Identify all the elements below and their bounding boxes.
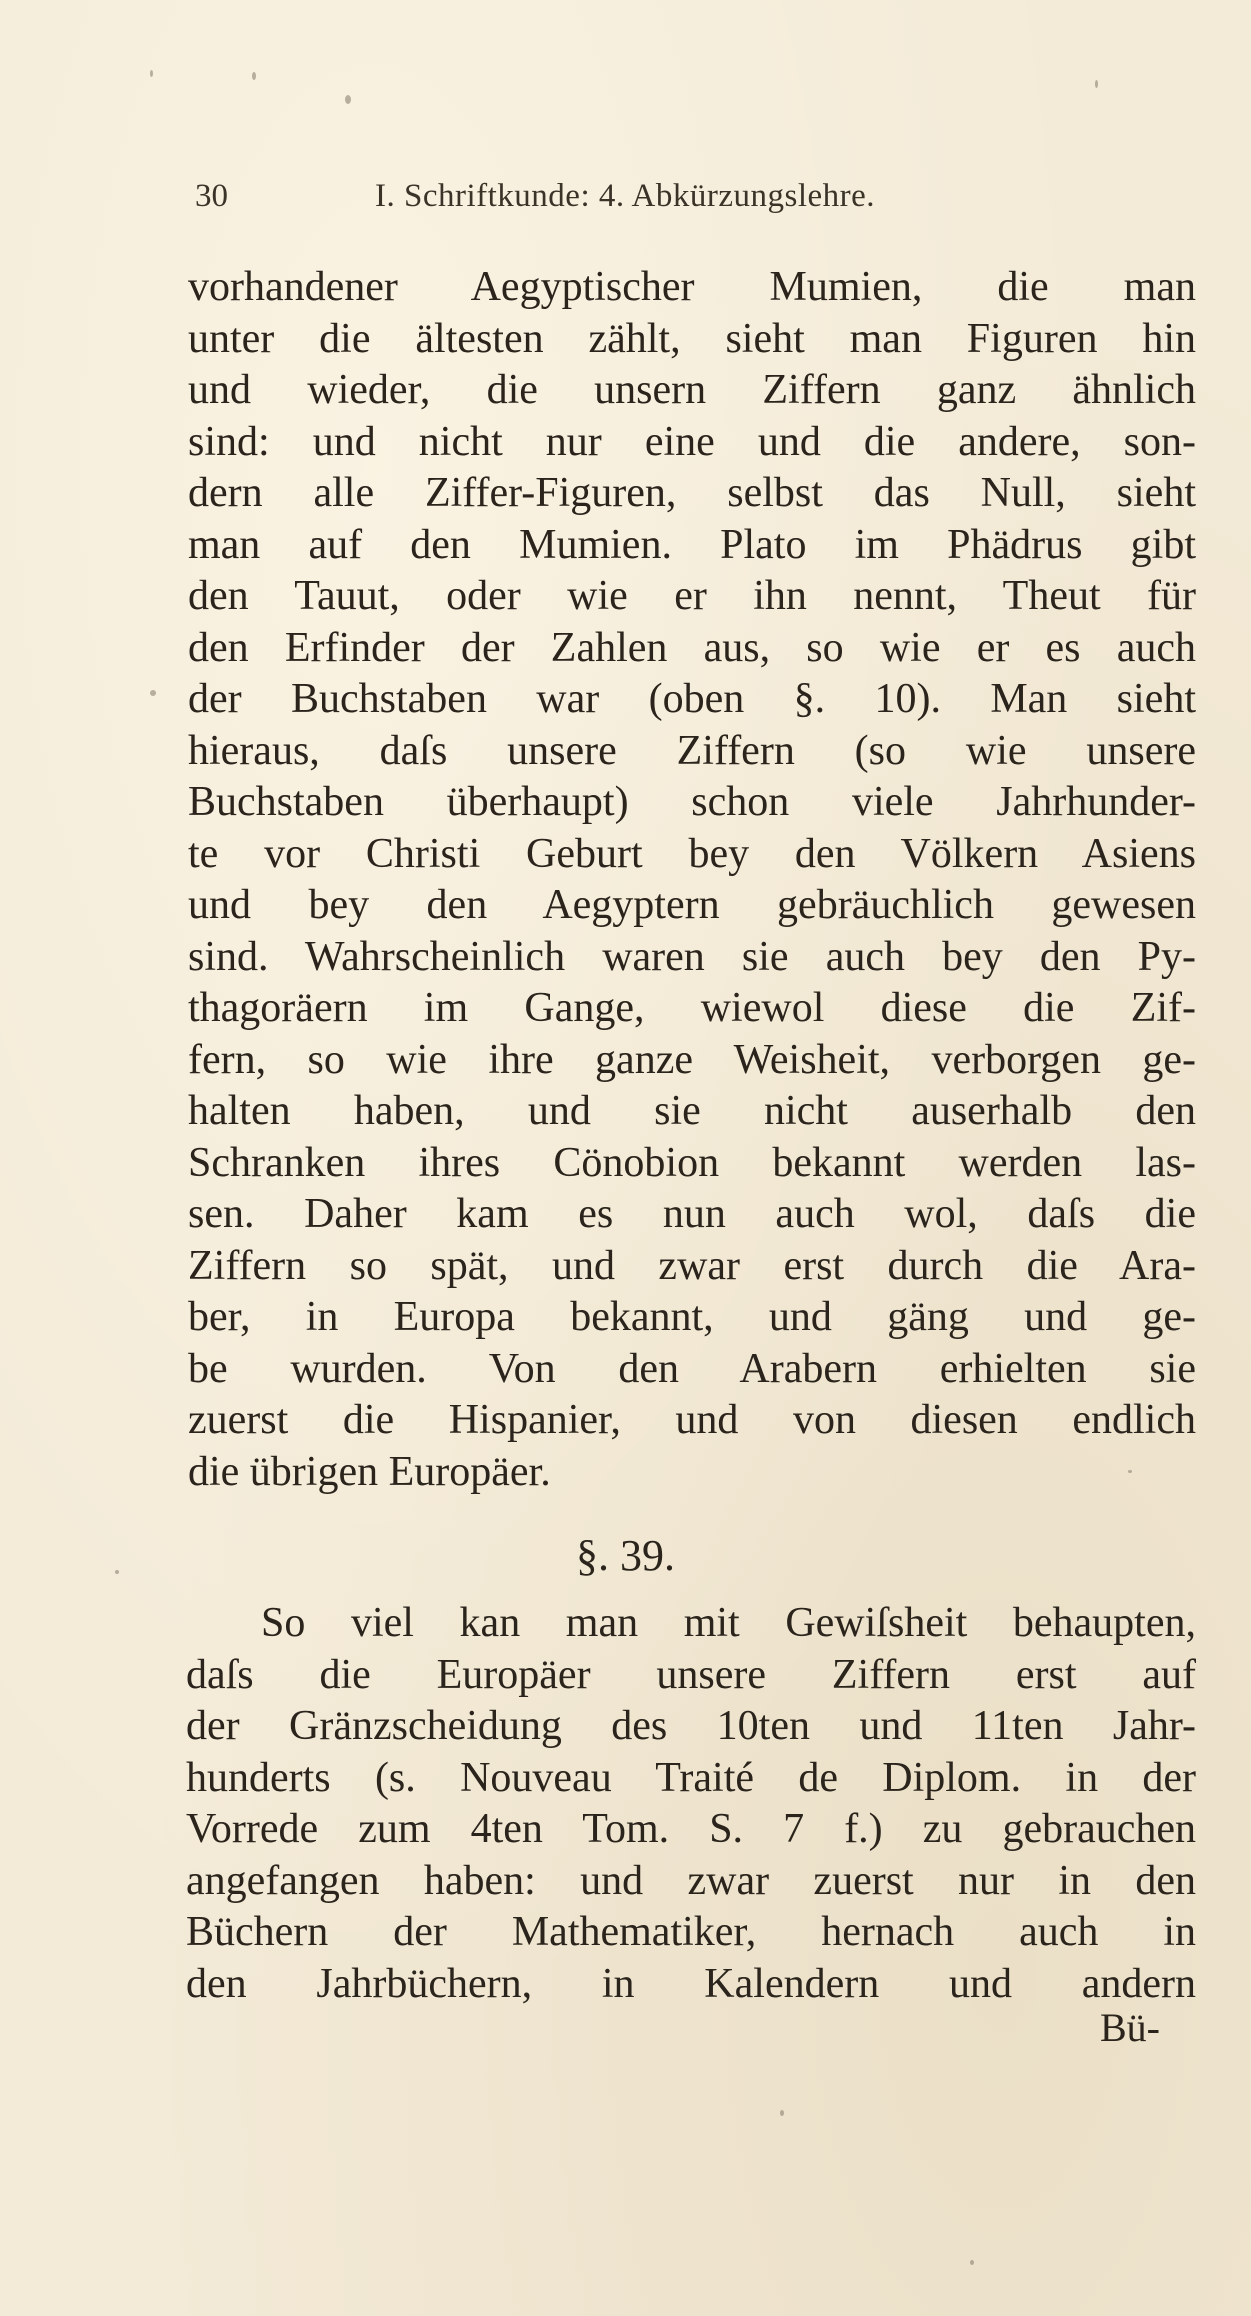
text-line: der Buchstaben war (oben §. 10). Man sieht: [188, 676, 1196, 722]
text-line: vorhandener Aegyptischer Mumien, die man: [188, 264, 1196, 310]
page-number: 30: [195, 178, 228, 214]
text-line: ber, in Europa bekannt, und gäng und ge-: [188, 1294, 1196, 1340]
section-heading: §. 39.: [576, 1531, 675, 1580]
paper-speck: [150, 70, 153, 77]
text-line: die übrigen Europäer.: [188, 1448, 551, 1495]
text-line: be wurden. Von den Arabern erhielten sie: [188, 1345, 1196, 1392]
text-line: te vor Christi Geburt bey den Völkern Asiens: [188, 830, 1196, 877]
text-line: hunderts (s. Nouveau Traité de Diplom. in der: [186, 1754, 1196, 1801]
paragraph-continuation: [188, 262, 1196, 1498]
text-line: angefangen haben: und zwar zuerst nur in den: [186, 1857, 1196, 1904]
text-line: So viel kan man mit Gewiſsheit behaupten,: [261, 1600, 1196, 1646]
text-line: den Tauut, oder wie er ihn nennt, Theut für: [188, 573, 1196, 619]
paper-speck: [345, 95, 351, 104]
text-line: sind. Wahrscheinlich waren sie auch bey den Py-: [188, 933, 1196, 980]
text-line: sen. Daher kam es nun auch wol, daſs die: [188, 1191, 1196, 1237]
text-line: halten haben, und sie nicht auserhalb den: [188, 1088, 1196, 1134]
catchword: Bü-: [1100, 2005, 1160, 2050]
paper-speck: [150, 690, 156, 696]
text-line: unter die ältesten zählt, sieht man Figuren hin: [188, 315, 1196, 362]
text-line: den Erfinder der Zahlen aus, so wie er es auch: [188, 624, 1196, 671]
text-line: Schranken ihres Cönobion bekannt werden las-: [188, 1139, 1196, 1186]
text-line: daſs die Europäer unsere Ziffern erst auf: [186, 1651, 1196, 1698]
text-line: man auf den Mumien. Plato im Phädrus gibt: [188, 521, 1196, 568]
text-line: und wieder, die unsern Ziffern ganz ähnlich: [188, 367, 1196, 413]
paper-speck: [780, 2110, 784, 2116]
paper-speck: [252, 72, 256, 80]
paper-speck: [1095, 80, 1098, 88]
section-paragraph: [186, 1598, 1196, 2010]
text-line: Ziffern so spät, und zwar erst durch die Ara-: [188, 1242, 1196, 1289]
running-head: [195, 178, 1055, 218]
text-line: thagoräern im Gange, wiewol diese die Zif-: [188, 985, 1196, 1031]
text-line: Buchstaben überhaupt) schon viele Jahrhunder-: [188, 779, 1196, 825]
text-line: den Jahrbüchern, in Kalendern und andern: [186, 1960, 1196, 2007]
text-line: sind: und nicht nur eine und die andere, son-: [188, 418, 1196, 465]
text-line: dern alle Ziffer-Figuren, selbst das Null, sieht: [188, 470, 1196, 516]
text-line: Vorrede zum 4ten Tom. S. 7 f.) zu gebrauchen: [186, 1806, 1196, 1852]
text-line: Büchern der Mathematiker, hernach auch in: [186, 1909, 1196, 1955]
text-line: der Gränzscheidung des 10ten und 11ten Jahr-: [186, 1703, 1196, 1749]
text-line: hieraus, daſs unsere Ziffern (so wie unsere: [188, 727, 1196, 774]
text-line: fern, so wie ihre ganze Weisheit, verborgen ge-: [188, 1036, 1196, 1083]
text-line: zuerst die Hispanier, und von diesen endlich: [188, 1397, 1196, 1443]
paper-speck: [970, 2260, 974, 2265]
text-line: und bey den Aegyptern gebräuchlich gewesen: [188, 882, 1196, 928]
running-head-title: I. Schriftkunde: 4. Abkürzungslehre.: [375, 178, 876, 214]
